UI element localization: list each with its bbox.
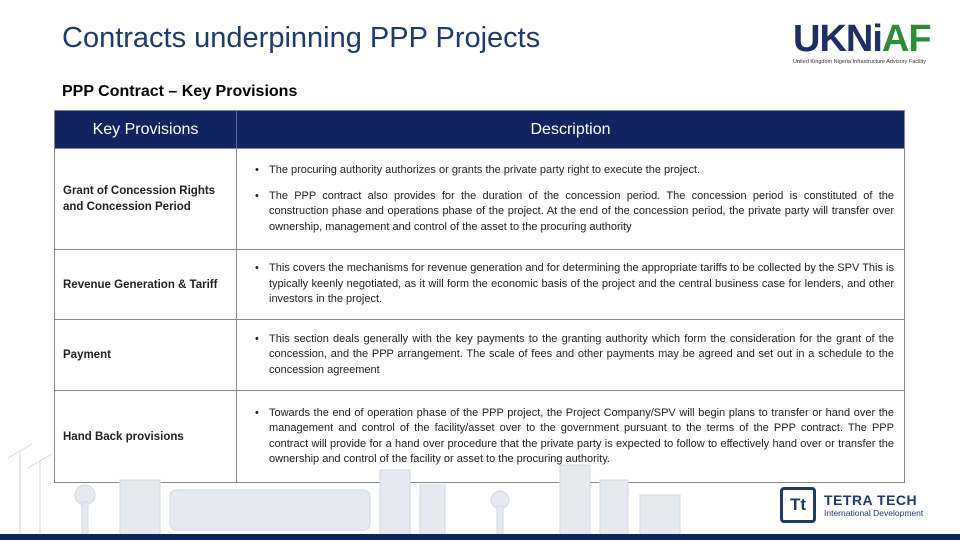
provisions-table (54, 110, 905, 483)
provision-label: Revenue Generation & Tariff (55, 250, 237, 319)
description-bullet: • The PPP contract also provides for the duration of the concession period. The concession period is constituted of the construction phase and operations phase of the project. At the end of the concession period, the private party will transfer over ownership, management and control of the asset to the procuring authority (255, 189, 894, 236)
uknIaf-logo (793, 20, 933, 66)
header-key-provisions: Key Provisions (55, 111, 237, 148)
tetra-tech-sub: International Development (824, 508, 924, 518)
tetra-tech-name: TETRA TECH (824, 492, 918, 508)
bottom-bar (0, 534, 960, 540)
slide-subtitle: PPP Contract – Key Provisions (62, 83, 298, 100)
table-row (55, 148, 904, 249)
table-row (55, 319, 904, 390)
tetra-tech-logo (780, 484, 950, 526)
header-description: Description (530, 120, 611, 138)
provision-label: Grant of Concession Rights and Concession Period (55, 149, 237, 249)
tetra-tech-mark-icon: Tt (780, 487, 816, 523)
provision-label: Hand Back provisions (55, 391, 237, 482)
logo-word-main: UKNi (793, 18, 882, 60)
provision-label: Payment (55, 320, 237, 390)
logo-word-accent: AF (881, 18, 931, 60)
description-bullet: • Towards the end of operation phase of the PPP project, the Project Company/SPV will begin plans to transfer or hand over the management and control of the facility/asset over to the government pursuant to the terms of the PPP contract. The PPP contract will provide for a hand over procedure that the private party is expected to follow to effectively hand over or transfer the ownership and control of the facility or asset to the procuring authority. (255, 406, 894, 468)
description-cell (237, 250, 904, 319)
description-bullet: • This covers the mechanisms for revenue generation and for determining the appropriate tariffs to be collected by the SPV This is typically keenly negotiated, as it will form the economic basis of the project and the central business case for lenders, and other investors in the project. (255, 261, 894, 308)
table-row (55, 249, 904, 319)
description-bullet: • This section deals generally with the key payments to the granting authority which form the consideration for the grant of the concession, and the PPP arrangement. The scale of fees and other payments may be agreed and set out in a schedule to the concession agreement (255, 332, 894, 379)
description-cell (237, 149, 904, 249)
description-bullet: • The procuring authority authorizes or grants the private party right to execute the project. (255, 163, 894, 179)
city-skyline-illustration (0, 440, 780, 540)
logo-tagline: United Kingdom Nigeria Infrastructure Advisory Facility (793, 59, 926, 65)
slide-title: Contracts underpinning PPP Projects (62, 22, 541, 54)
table-header (55, 111, 904, 148)
description-cell (237, 320, 904, 390)
